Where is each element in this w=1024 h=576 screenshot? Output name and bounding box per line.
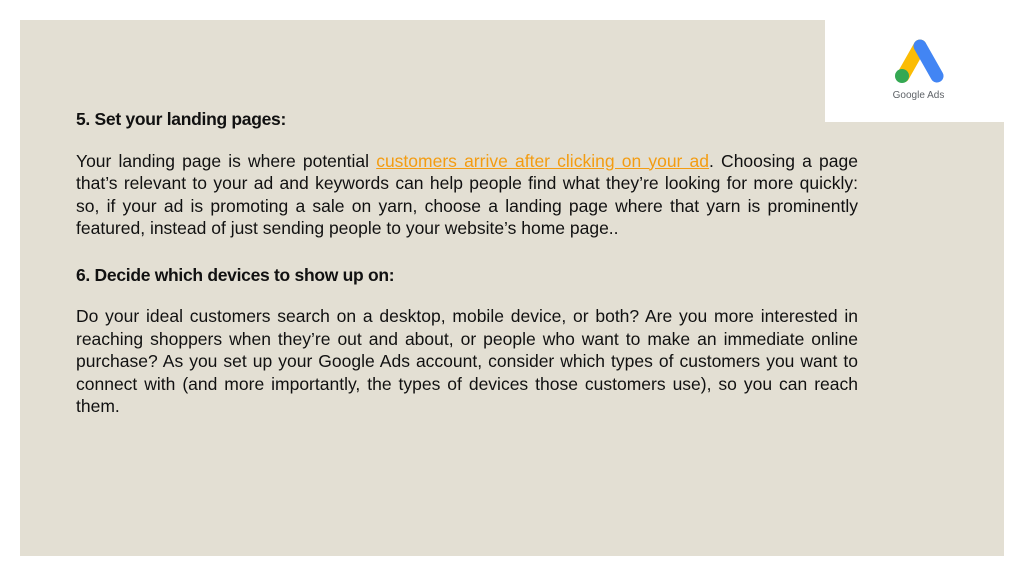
logo-panel: [825, 20, 1004, 122]
google-ads-logo-icon: [893, 38, 947, 86]
paragraph-landing-pages: [76, 150, 858, 240]
customers-arrive-link[interactable]: customers arrive after clicking on your ad: [376, 150, 710, 171]
paragraph-devices: Do your ideal customers search on a desktop, mobile device, or both? Are you more interested in reaching shoppers when they’re out and about, or people who want to make an immediate online purchase? As you set up your Google Ads account, consider which types of customers you want to connect with (and more importantly, the types of devices those customers use), so you can reach them.: [76, 306, 858, 416]
google-ads-logo-text: Google Ads: [892, 90, 945, 101]
paragraph-text-end: . Choosing a page that’s relevant to your ad and keywords can help people find what they’re looking for more quickly: so, if your ad is promoting a sale on yarn, choose a landing page where that yarn is prominently featured, instead of just sending people to your website’s home page..: [76, 150, 858, 238]
section-heading-devices: 6. Decide which devices to show up on:: [76, 264, 395, 285]
slide-content: [76, 108, 858, 442]
section-heading-landing-pages: 5. Set your landing pages:: [76, 109, 287, 129]
paragraph-text-start: Your landing page is where potential: [76, 150, 377, 171]
